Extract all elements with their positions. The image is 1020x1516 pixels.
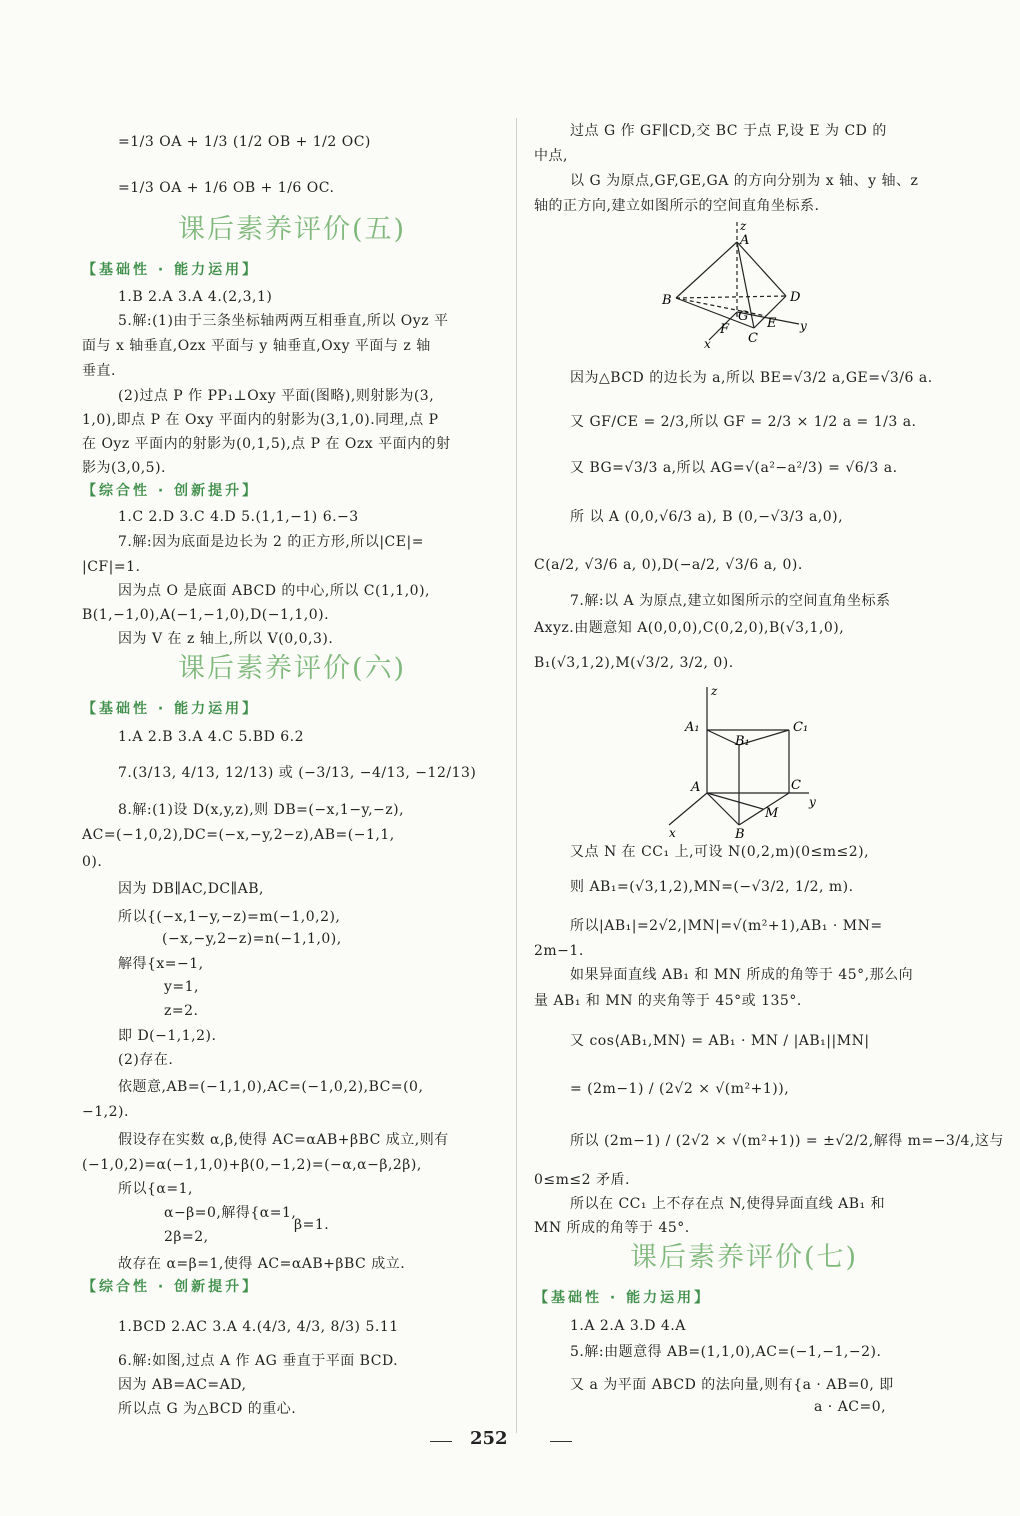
- column-divider: [516, 118, 517, 1433]
- text-line: 7.解:因为底面是边长为 2 的正方形,所以|CE|=: [118, 534, 424, 550]
- text-line: 8.解:(1)设 D(x,y,z),则 DB=(−x,1−y,−z),: [118, 802, 405, 818]
- text-line: 因为 V 在 z 轴上,所以 V(0,0,3).: [118, 631, 334, 647]
- text-line: 轴的正方向,建立如图所示的空间直角坐标系.: [534, 198, 820, 214]
- page-number-dash-right: [550, 1441, 572, 1442]
- fig1-label-E: E: [767, 316, 777, 331]
- fig2-label-y: y: [809, 795, 816, 809]
- text-line: AC=(−1,0,2),DC=(−x,−y,2−z),AB=(−1,1,: [82, 827, 395, 843]
- tag-comp-5: 【综合性 · 创新提升】: [82, 483, 260, 499]
- fig2-label-B1: B₁: [735, 734, 750, 749]
- text-line: 面与 x 轴垂直,Ozx 平面与 y 轴垂直,Oxy 平面与 z 轴: [82, 338, 431, 354]
- section-title-6: 课后素养评价(六): [178, 653, 407, 684]
- fig2-label-B: B: [735, 827, 745, 840]
- answer-line: 1.B 2.A 3.A 4.(2,3,1): [118, 289, 273, 305]
- text-line: B₁(√3,1,2),M(√3/2, 3/2, 0).: [534, 655, 734, 671]
- text-line: 所 以 A (0,0,√6/3 a), B (0,−√3/3 a,0),: [570, 509, 844, 525]
- text-line: 1,0),即点 P 在 Oxy 平面内的射影为(3,1,0).同理,点 P: [82, 412, 439, 428]
- prism-figure: [659, 685, 829, 840]
- text-line: 7.解:以 A 为原点,建立如图所示的空间直角坐标系: [570, 593, 891, 609]
- text-line: 所以在 CC₁ 上不存在点 N,使得异面直线 AB₁ 和: [570, 1196, 886, 1212]
- page-number-dash-left: [430, 1441, 452, 1442]
- fig1-label-F: F: [720, 322, 730, 337]
- fig1-label-y: y: [800, 319, 807, 333]
- text-line: 依题意,AB=(−1,1,0),AC=(−1,0,2),BC=(0,: [118, 1079, 424, 1095]
- tag-comp-6: 【综合性 · 创新提升】: [82, 1279, 260, 1295]
- fig1-label-B: B: [662, 293, 672, 308]
- text-line: β=1.: [294, 1217, 330, 1233]
- text-line: 所以{(−x,1−y,−z)=m(−1,0,2),: [118, 909, 341, 925]
- text-line: 量 AB₁ 和 MN 的夹角等于 45°或 135°.: [534, 993, 802, 1009]
- answer-line: 1.C 2.D 3.C 4.D 5.(1,1,−1) 6.−3: [118, 509, 359, 525]
- text-line: 以 G 为原点,GF,GE,GA 的方向分别为 x 轴、y 轴、z: [570, 173, 919, 189]
- text-line: (−x,−y,2−z)=n(−1,1,0),: [162, 931, 342, 947]
- fig1-label-G: G: [738, 309, 749, 324]
- text-line: B(1,−1,0),A(−1,−1,0),D(−1,1,0).: [82, 607, 330, 623]
- answer-line: 7.(3/13, 4/13, 12/13) 或 (−3/13, −4/13, −12/13): [118, 765, 477, 781]
- text-line: 影为(3,0,5).: [82, 460, 166, 476]
- text-line: 过点 G 作 GF∥CD,交 BC 于点 F,设 E 为 CD 的: [570, 123, 887, 139]
- text-line: −1,2).: [82, 1104, 129, 1120]
- text-line: (2)存在.: [118, 1052, 174, 1068]
- text-line: Axyz.由题意知 A(0,0,0),C(0,2,0),B(√3,1,0),: [534, 620, 845, 636]
- fig1-label-x: x: [704, 337, 711, 350]
- answer-line: 1.BCD 2.AC 3.A 4.(4/3, 4/3, 8/3) 5.11: [118, 1319, 399, 1335]
- text-line: 又 BG=√3/3 a,所以 AG=√(a²−a²/3) = √6/3 a.: [570, 460, 898, 476]
- text-line: 又 cos⟨AB₁,MN⟩ = AB₁ · MN / |AB₁||MN|: [570, 1033, 870, 1049]
- fig2-label-A1: A₁: [685, 720, 700, 735]
- text-line: y=1,: [164, 979, 199, 995]
- tag-basic-6: 【基础性 · 能力运用】: [82, 701, 260, 717]
- fig1-label-z: z: [740, 220, 747, 233]
- text-line: MN 所成的角等于 45°.: [534, 1220, 690, 1236]
- fig2-label-C1: C₁: [793, 720, 809, 735]
- text-line: 解得{x=−1,: [118, 956, 204, 972]
- text-line: a · AC=0,: [814, 1399, 887, 1415]
- tetrahedron-figure: [654, 220, 874, 350]
- fig1-label-D: D: [790, 290, 801, 305]
- text-line: 所以{α=1,: [118, 1181, 193, 1197]
- text-line: 如果异面直线 AB₁ 和 MN 所成的角等于 45°,那么向: [570, 967, 914, 983]
- text-line: |CF|=1.: [82, 559, 141, 575]
- text-line: 又 GF/CE = 2/3,所以 GF = 2/3 × 1/2 a = 1/3 a.: [570, 414, 917, 430]
- answer-line: 1.A 2.A 3.D 4.A: [570, 1318, 686, 1334]
- text-line: = (2m−1) / (2√2 × √(m²+1)),: [570, 1081, 790, 1097]
- text-line: z=2.: [164, 1003, 199, 1019]
- fig2-label-A: A: [691, 780, 701, 795]
- text-line: 所以|AB₁|=2√2,|MN|=√(m²+1),AB₁ · MN=: [570, 918, 883, 934]
- equation-line: =1/3 OA + 1/3 (1/2 OB + 1/2 OC): [118, 134, 371, 150]
- text-line: 所以 (2m−1) / (2√2 × √(m²+1)) = ±√2/2,解得 m=−3/4,这与: [570, 1133, 1004, 1149]
- fig1-label-C: C: [748, 331, 758, 346]
- fig2-label-x: x: [669, 826, 676, 840]
- text-line: 因为 AB=AC=AD,: [118, 1377, 247, 1393]
- text-line: 故存在 α=β=1,使得 AC=αAB+βBC 成立.: [118, 1256, 406, 1272]
- text-line: 5.解:由题意得 AB=(1,1,0),AC=(−1,−1,−2).: [570, 1344, 882, 1360]
- tag-basic-5: 【基础性 · 能力运用】: [82, 262, 260, 278]
- text-line: (2)过点 P 作 PP₁⊥Oxy 平面(图略),则射影为(3,: [118, 388, 435, 404]
- page-number: 252: [470, 1428, 508, 1449]
- text-line: 0≤m≤2 矛盾.: [534, 1172, 630, 1188]
- text-line: 6.解:如图,过点 A 作 AG 垂直于平面 BCD.: [118, 1353, 399, 1369]
- text-line: 即 D(−1,1,2).: [118, 1028, 217, 1044]
- text-line: 0).: [82, 854, 103, 870]
- text-line: 垂直.: [82, 363, 116, 379]
- text-line: 中点,: [534, 148, 568, 164]
- fig2-label-M: M: [765, 806, 779, 821]
- equation-line: =1/3 OA + 1/6 OB + 1/6 OC.: [118, 180, 335, 196]
- text-line: 2β=2,: [164, 1229, 209, 1245]
- text-line: 2m−1.: [534, 943, 584, 959]
- text-line: 因为 DB∥AC,DC∥AB,: [118, 881, 264, 897]
- section-title-5: 课后素养评价(五): [178, 214, 407, 245]
- text-line: 因为△BCD 的边长为 a,所以 BE=√3/2 a,GE=√3/6 a.: [570, 370, 933, 386]
- section-title-7: 课后素养评价(七): [630, 1242, 859, 1273]
- fig2-label-C: C: [791, 778, 801, 793]
- text-line: 则 AB₁=(√3,1,2),MN=(−√3/2, 1/2, m).: [570, 879, 854, 895]
- fig1-label-A: A: [740, 233, 750, 248]
- text-line: (−1,0,2)=α(−1,1,0)+β(0,−1,2)=(−α,α−β,2β),: [82, 1157, 422, 1173]
- tag-basic-7: 【基础性 · 能力运用】: [534, 1290, 712, 1306]
- text-line: C(a/2, √3/6 a, 0),D(−a/2, √3/6 a, 0).: [534, 557, 803, 573]
- text-line: 又 a 为平面 ABCD 的法向量,则有{a · AB=0, 即: [570, 1377, 894, 1393]
- text-line: 5.解:(1)由于三条坐标轴两两互相垂直,所以 Oyz 平: [118, 313, 449, 329]
- text-line: 在 Oyz 平面内的射影为(0,1,5),点 P 在 Ozx 平面内的射: [82, 436, 451, 452]
- text-line: 又点 N 在 CC₁ 上,可设 N(0,2,m)(0≤m≤2),: [570, 844, 870, 860]
- fig2-label-z: z: [711, 685, 718, 698]
- answer-line: 1.A 2.B 3.A 4.C 5.BD 6.2: [118, 729, 305, 745]
- text-line: 所以点 G 为△BCD 的重心.: [118, 1401, 297, 1417]
- text-line: 假设存在实数 α,β,使得 AC=αAB+βBC 成立,则有: [118, 1132, 449, 1148]
- text-line: 因为点 O 是底面 ABCD 的中心,所以 C(1,1,0),: [118, 583, 430, 599]
- text-line: α−β=0,解得{α=1,: [164, 1205, 297, 1221]
